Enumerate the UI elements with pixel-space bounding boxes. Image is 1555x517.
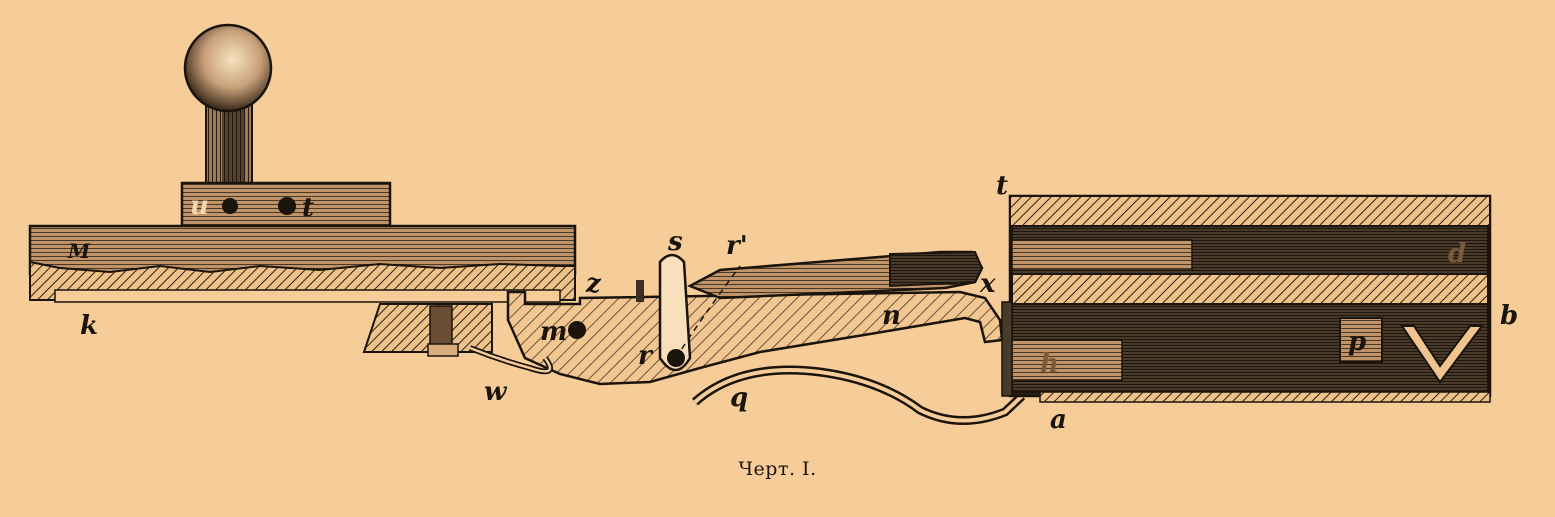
label-z: z	[586, 269, 601, 299]
label-p: p	[1348, 327, 1367, 357]
label-d: d	[1448, 239, 1467, 269]
knob-assembly	[182, 25, 390, 229]
knob-ball	[185, 25, 271, 111]
label-r: r	[638, 341, 652, 371]
housing-mid-rail	[1012, 274, 1488, 304]
label-s: s	[668, 227, 683, 257]
pivot-m	[568, 321, 586, 339]
label-x: x	[980, 269, 996, 299]
label-t-corner: t	[996, 171, 1009, 201]
label-w: w	[484, 377, 507, 407]
housing	[1002, 196, 1490, 402]
label-h: h	[1040, 349, 1059, 379]
label-M: M	[68, 239, 91, 263]
label-k: k	[80, 311, 99, 341]
label-q: q	[730, 383, 749, 413]
label-m: m	[540, 317, 568, 347]
label-t-bolt: t	[302, 193, 315, 223]
label-n: n	[882, 301, 901, 331]
housing-base-plate	[1040, 392, 1490, 402]
label-a: a	[1050, 405, 1067, 435]
lever-beam-M	[30, 226, 575, 302]
housing-top-rail	[1010, 196, 1490, 226]
bolt-t	[278, 197, 296, 215]
label-b: b	[1500, 301, 1519, 331]
label-u: u	[190, 191, 209, 221]
bolt-u	[222, 198, 238, 214]
label-r-prime: r'	[726, 231, 748, 261]
figure-caption: Черт. I.	[738, 458, 817, 480]
